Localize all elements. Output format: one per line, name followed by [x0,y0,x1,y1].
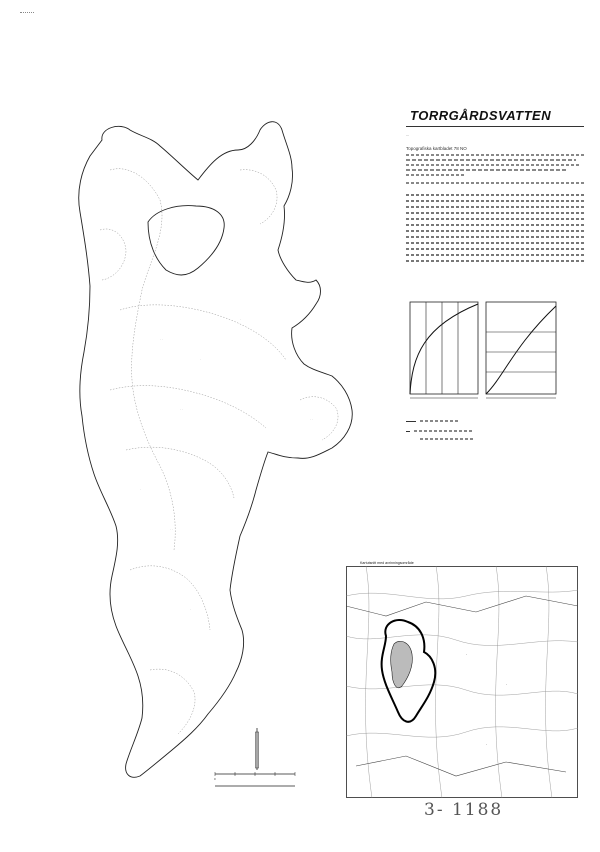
legend-arrow-symbol [406,431,410,432]
svg-text:·: · [466,652,468,657]
symbol-legend [406,420,576,446]
svg-text:·: · [486,742,488,747]
catchment-inset-map [346,566,578,798]
svg-text:· ·: · · [310,417,313,421]
depth-contour [100,229,126,280]
scale-bar [205,728,305,798]
legend-line-symbol [406,421,416,422]
area-curve [410,304,478,394]
depth-contour [126,447,234,498]
lake-statistics [406,190,586,266]
hypsographic-graphs [404,296,564,416]
graph-left-frame [410,302,478,394]
svg-text:· ·: · · [180,407,183,411]
lake-subtitle: ... [406,132,410,137]
depth-contour [120,305,286,360]
depth-contour [150,669,195,734]
svg-text:·: · [160,667,161,671]
svg-text:· ·: · · [160,337,163,341]
svg-text:·: · [190,607,191,611]
scale-tick-0: 0 [214,777,216,781]
title-rule [406,126,584,127]
legend-item [406,420,576,422]
svg-text:·: · [200,357,201,361]
depth-contour [300,397,338,440]
svg-text:·: · [506,682,508,687]
svg-text:· ·: · · [170,527,173,531]
island [148,206,224,275]
description-text [406,154,586,184]
legend-item [406,430,576,432]
depth-contour [240,170,277,224]
handwritten-number: 3- 1188 [424,800,504,820]
legend-item [406,438,576,440]
lake-depth-map [60,110,360,790]
depth-contour [130,566,210,630]
inset-map-title: Kartutsnitt med avrinningsområde [360,561,414,565]
volume-curve [486,306,556,394]
svg-text:·: · [140,487,141,491]
svg-text:·: · [240,317,241,321]
topographic-sheet: Topografiska kartbladet 78 NO [406,146,467,151]
corner-mark [20,12,34,14]
lake-title: TORRGÅRDSVATTEN [410,108,552,123]
stats-rows [406,194,586,262]
